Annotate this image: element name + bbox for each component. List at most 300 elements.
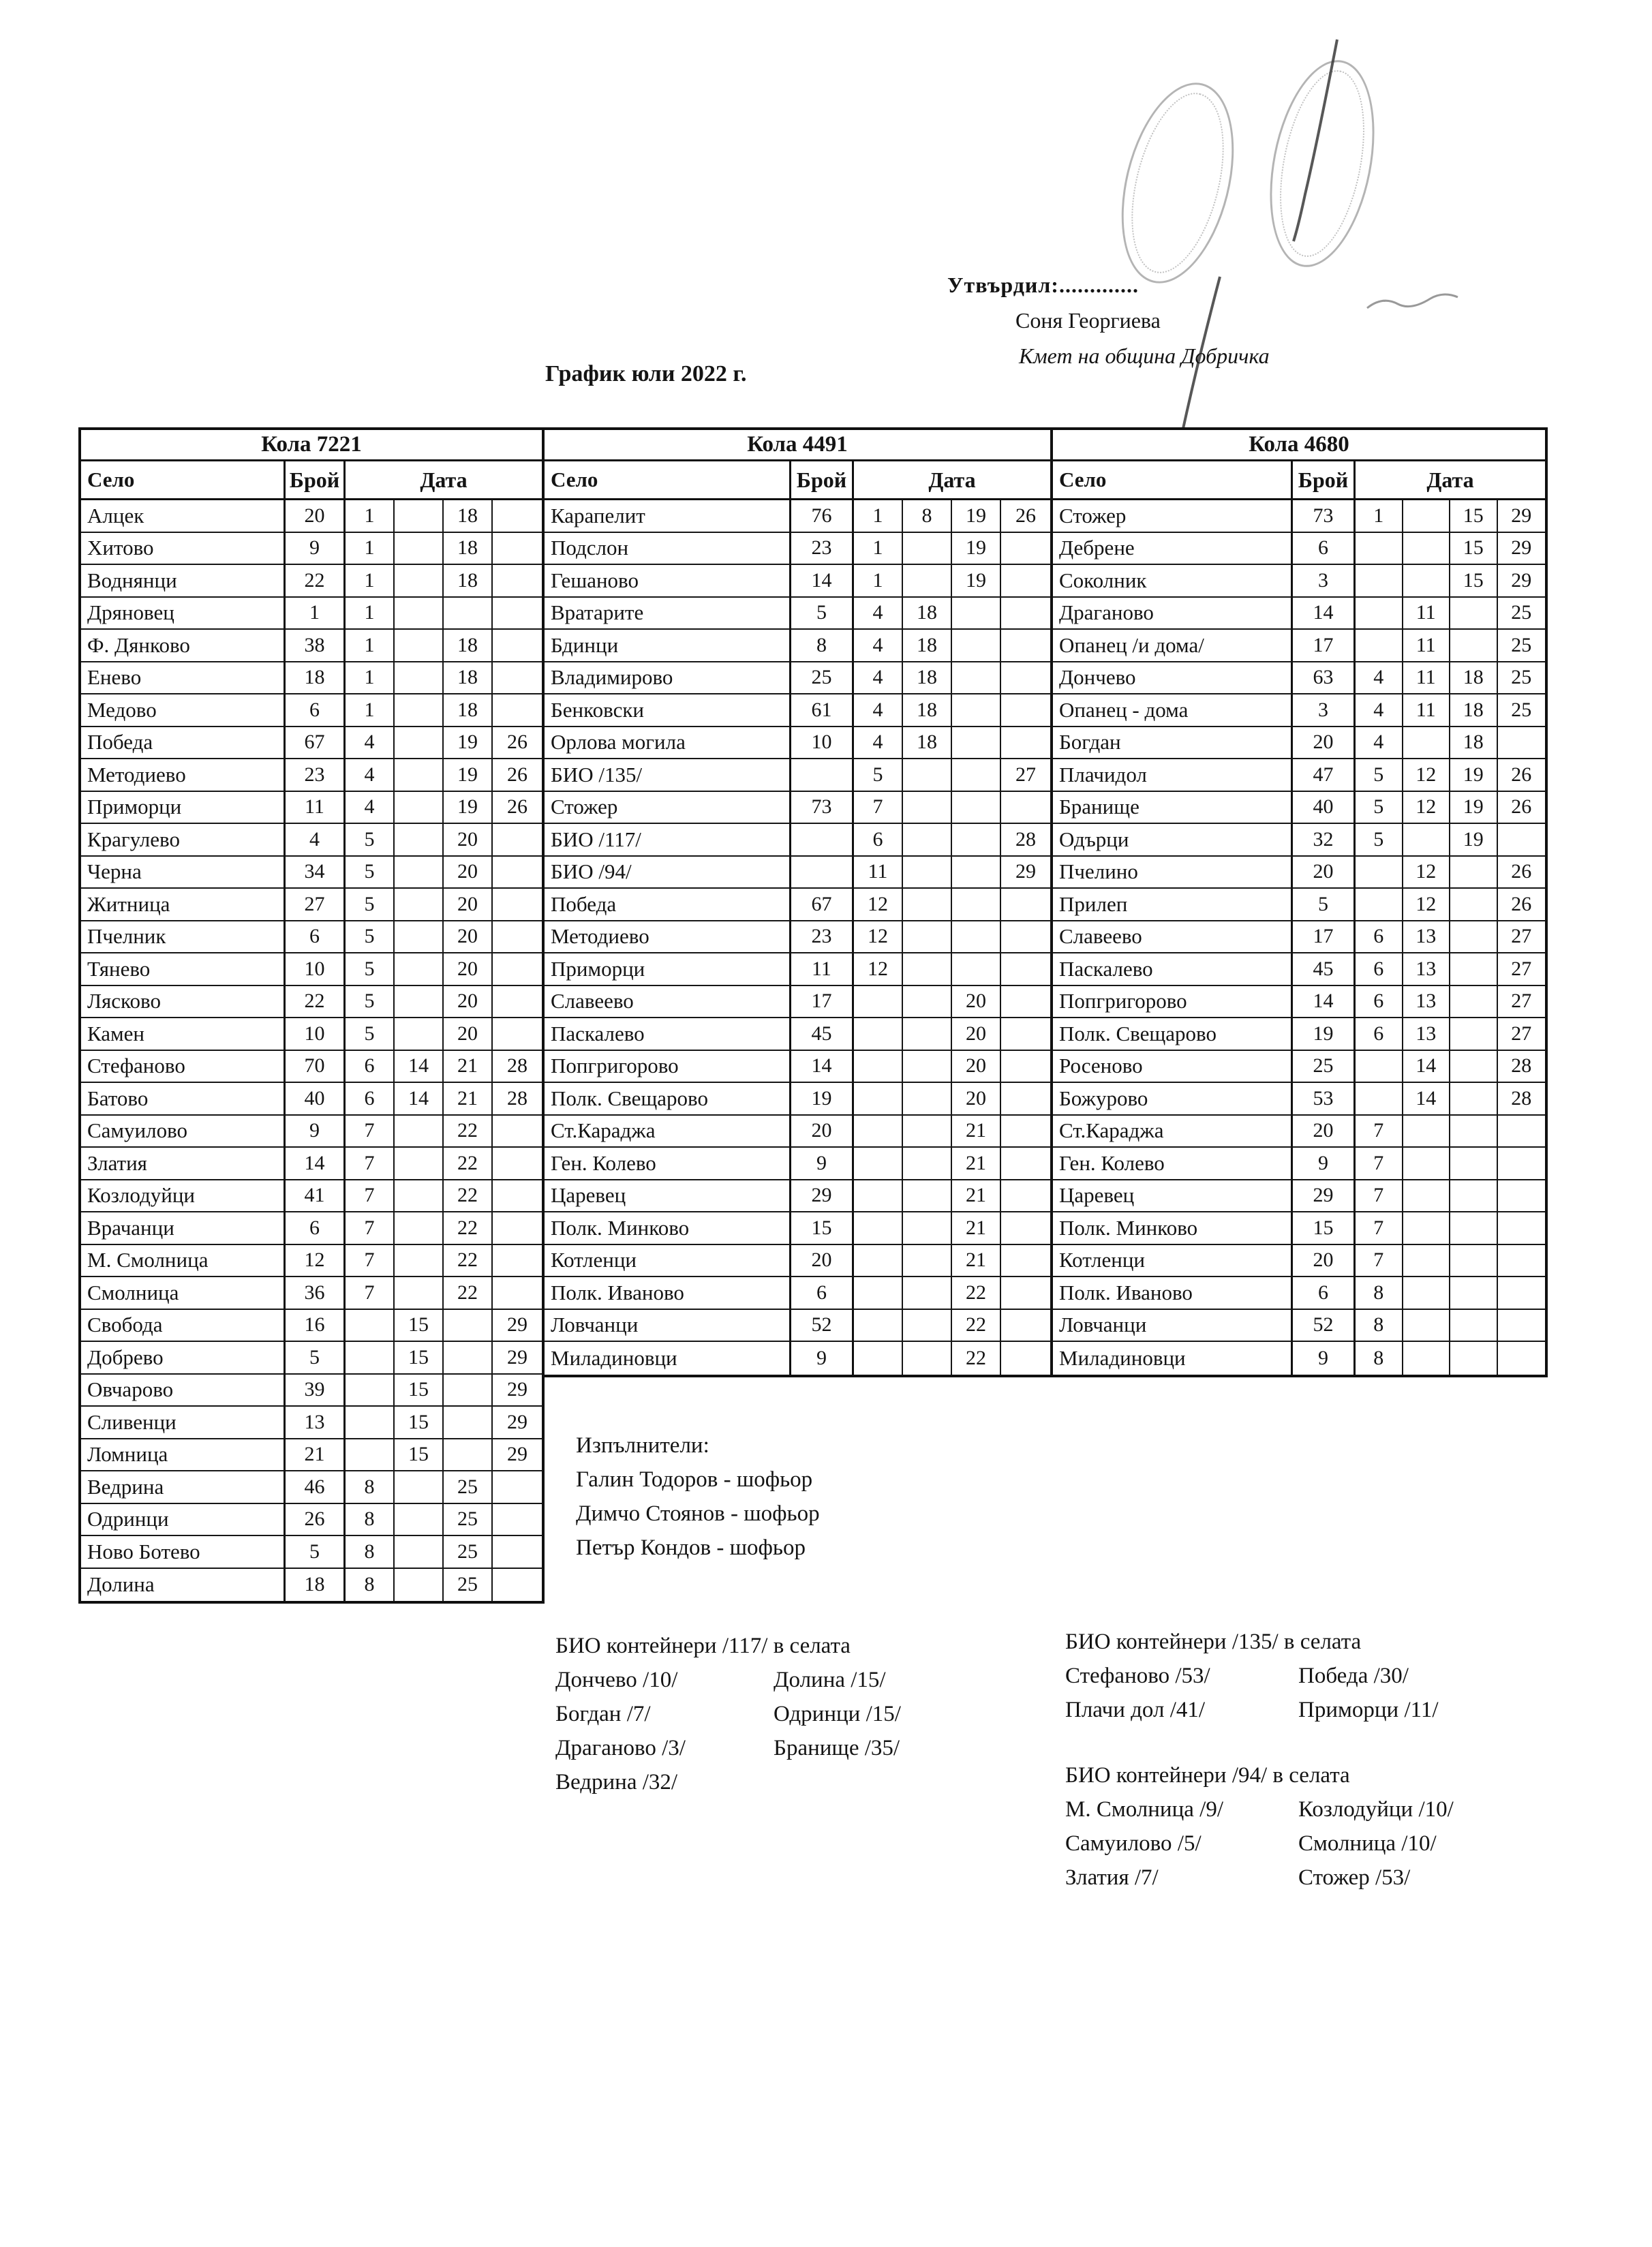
date-cell	[952, 792, 1001, 825]
village-cell: Овчарово	[81, 1375, 286, 1407]
date-cell: 25	[444, 1569, 493, 1602]
table-row	[81, 1180, 542, 1213]
count-cell: 26	[286, 1504, 346, 1537]
table-row	[545, 727, 1050, 760]
date-cell: 15	[395, 1407, 444, 1439]
date-cell: 4	[1356, 694, 1403, 727]
village-cell: Паскалево	[1053, 953, 1293, 986]
count-cell: 25	[1293, 1051, 1356, 1084]
date-cell	[1403, 1342, 1451, 1375]
date-cell	[1450, 1018, 1498, 1051]
table-row	[1053, 565, 1545, 598]
date-cell: 15	[395, 1375, 444, 1407]
table-row	[81, 630, 542, 662]
date-cell: 29	[1498, 565, 1546, 598]
date-cell	[1001, 565, 1050, 598]
date-cell: 8	[346, 1504, 395, 1537]
date-cell	[1403, 1310, 1451, 1343]
village-cell: Карапелит	[545, 500, 791, 533]
date-cell: 19	[952, 565, 1001, 598]
date-cell	[444, 1342, 493, 1375]
count-cell: 10	[791, 727, 854, 760]
village-cell: Дебрене	[1053, 533, 1293, 566]
executors-list	[576, 1463, 820, 1565]
date-cell: 8	[346, 1471, 395, 1504]
village-cell: Божурово	[1053, 1083, 1293, 1116]
count-cell: 20	[286, 500, 346, 533]
date-cell	[1450, 1342, 1498, 1375]
date-cell	[854, 1212, 903, 1245]
bio-item: Богдан /7/	[555, 1702, 651, 1726]
village-cell: Драганово	[1053, 598, 1293, 630]
bio-item: Самуилово /5/	[1065, 1831, 1202, 1856]
date-cell	[952, 694, 1001, 727]
date-cell: 29	[493, 1407, 542, 1439]
village-cell: Бенковски	[545, 694, 791, 727]
date-cell	[346, 1407, 395, 1439]
table-row	[545, 1180, 1050, 1213]
count-cell: 63	[1293, 662, 1356, 695]
count-cell: 9	[1293, 1148, 1356, 1180]
bio-item: М. Смолница /9/	[1065, 1797, 1223, 1822]
count-cell: 39	[286, 1375, 346, 1407]
village-cell: Енево	[81, 662, 286, 695]
date-cell: 29	[1498, 533, 1546, 566]
date-cell	[903, 759, 952, 792]
table-row	[1053, 694, 1545, 727]
date-cell: 22	[444, 1116, 493, 1148]
table-row	[81, 694, 542, 727]
date-cell	[1498, 727, 1546, 760]
date-cell	[1001, 1116, 1050, 1148]
count-cell: 9	[791, 1342, 854, 1375]
date-cell: 6	[346, 1083, 395, 1116]
count-cell: 11	[286, 792, 346, 825]
date-cell	[395, 500, 444, 533]
table-row	[81, 1375, 542, 1407]
village-cell: Ведрина	[81, 1471, 286, 1504]
date-cell: 20	[952, 1083, 1001, 1116]
date-cell: 1	[346, 565, 395, 598]
table-row	[1053, 824, 1545, 857]
date-cell	[1356, 598, 1403, 630]
date-cell	[493, 857, 542, 889]
date-cell: 5	[346, 953, 395, 986]
count-cell: 6	[286, 921, 346, 954]
date-cell: 4	[346, 727, 395, 760]
date-cell	[444, 1310, 493, 1343]
date-cell: 7	[854, 792, 903, 825]
date-cell	[395, 1471, 444, 1504]
village-cell: БИО /94/	[545, 857, 791, 889]
village-cell: Приморци	[81, 792, 286, 825]
date-cell	[854, 1342, 903, 1375]
table-row	[1053, 1342, 1545, 1375]
village-cell: Владимирово	[545, 662, 791, 695]
date-cell	[1498, 1148, 1546, 1180]
date-cell	[1403, 1245, 1451, 1278]
village-cell: Ген. Колево	[1053, 1148, 1293, 1180]
date-cell	[1001, 1310, 1050, 1343]
date-cell	[1001, 1342, 1050, 1375]
count-cell: 25	[791, 662, 854, 695]
executor-item: Галин Тодоров - шофьор	[576, 1467, 813, 1492]
date-cell: 1	[346, 500, 395, 533]
date-cell	[395, 662, 444, 695]
count-cell: 47	[1293, 759, 1356, 792]
date-cell: 4	[854, 662, 903, 695]
date-cell: 29	[493, 1310, 542, 1343]
table-row	[81, 792, 542, 825]
date-cell	[1001, 598, 1050, 630]
date-cell	[952, 824, 1001, 857]
village-cell: М. Смолница	[81, 1245, 286, 1278]
village-cell: Сливенци	[81, 1407, 286, 1439]
table-row	[81, 1018, 542, 1051]
date-cell	[493, 921, 542, 954]
date-cell	[493, 889, 542, 921]
date-cell	[1001, 694, 1050, 727]
date-cell: 6	[1356, 921, 1403, 954]
date-cell	[1498, 1180, 1546, 1213]
date-cell: 25	[444, 1471, 493, 1504]
table-row	[1053, 630, 1545, 662]
village-cell: Опанец /и дома/	[1053, 630, 1293, 662]
date-cell	[952, 953, 1001, 986]
village-cell: Козлодуйци	[81, 1180, 286, 1213]
date-cell	[1450, 1148, 1498, 1180]
date-cell: 1	[346, 533, 395, 566]
date-cell: 12	[1403, 759, 1451, 792]
date-cell	[346, 1310, 395, 1343]
column-header-village: Село	[545, 461, 791, 500]
village-cell: Славеево	[545, 986, 791, 1019]
date-cell	[395, 1018, 444, 1051]
bio-containers-94-block	[1065, 1758, 1454, 1895]
count-cell: 3	[1293, 694, 1356, 727]
village-cell: Царевец	[545, 1180, 791, 1213]
date-cell: 18	[444, 565, 493, 598]
count-cell: 38	[286, 630, 346, 662]
table-row	[81, 1569, 542, 1602]
table-row	[545, 857, 1050, 889]
table-row	[81, 1245, 542, 1278]
executor-item: Димчо Стоянов - шофьор	[576, 1501, 820, 1526]
village-cell: Методиево	[545, 921, 791, 954]
count-cell: 20	[1293, 1245, 1356, 1278]
count-cell: 9	[1293, 1342, 1356, 1375]
date-cell: 7	[1356, 1116, 1403, 1148]
count-cell: 73	[1293, 500, 1356, 533]
date-cell	[1001, 727, 1050, 760]
date-cell: 12	[1403, 792, 1451, 825]
table-row	[81, 1471, 542, 1504]
date-cell	[1498, 1310, 1546, 1343]
date-cell	[1001, 1277, 1050, 1310]
village-cell: Ст.Караджа	[545, 1116, 791, 1148]
date-cell: 21	[444, 1083, 493, 1116]
village-cell: Стожер	[545, 792, 791, 825]
date-cell	[1403, 1148, 1451, 1180]
date-cell	[395, 953, 444, 986]
date-cell: 6	[1356, 953, 1403, 986]
date-cell: 8	[346, 1536, 395, 1569]
count-cell: 17	[1293, 921, 1356, 954]
date-cell: 12	[854, 953, 903, 986]
date-cell: 20	[952, 1018, 1001, 1051]
count-cell: 22	[286, 565, 346, 598]
date-cell	[1356, 1051, 1403, 1084]
village-cell: Соколник	[1053, 565, 1293, 598]
table-row	[545, 1342, 1050, 1375]
count-cell: 40	[286, 1083, 346, 1116]
table-row	[81, 1439, 542, 1472]
table-row	[81, 500, 542, 533]
table-row	[81, 1051, 542, 1084]
village-cell: Дряновец	[81, 598, 286, 630]
date-cell	[493, 1212, 542, 1245]
date-cell	[444, 1407, 493, 1439]
count-cell: 52	[791, 1310, 854, 1343]
village-cell: Орлова могила	[545, 727, 791, 760]
date-cell: 29	[1498, 500, 1546, 533]
table-row	[1053, 1018, 1545, 1051]
table-row	[545, 1310, 1050, 1343]
executors-label: Изпълнители:	[576, 1433, 709, 1458]
approval-block	[947, 267, 1270, 373]
date-cell: 1	[346, 694, 395, 727]
date-cell	[903, 1116, 952, 1148]
date-cell	[395, 565, 444, 598]
approver-name: Соня Георгиева	[1015, 308, 1161, 333]
count-cell: 11	[791, 953, 854, 986]
column-header-date: Дата	[854, 461, 1050, 500]
date-cell	[395, 824, 444, 857]
table-row	[81, 1212, 542, 1245]
table-row	[81, 1083, 542, 1116]
date-cell: 15	[1450, 500, 1498, 533]
date-cell: 11	[854, 857, 903, 889]
date-cell: 19	[444, 727, 493, 760]
date-cell	[903, 986, 952, 1019]
date-cell: 18	[903, 694, 952, 727]
village-cell: Бранище	[1053, 792, 1293, 825]
date-cell: 6	[1356, 1018, 1403, 1051]
count-cell: 14	[1293, 598, 1356, 630]
date-cell: 5	[346, 857, 395, 889]
village-cell: Полк. Иваново	[1053, 1277, 1293, 1310]
village-cell: Миладиновци	[1053, 1342, 1293, 1375]
date-cell: 29	[1001, 857, 1050, 889]
column-header-count: Брой	[286, 461, 346, 500]
village-cell: Росеново	[1053, 1051, 1293, 1084]
village-cell: Крагулево	[81, 824, 286, 857]
car-title: Кола 4680	[1053, 430, 1545, 461]
date-cell	[493, 565, 542, 598]
table-row	[545, 1083, 1050, 1116]
date-cell: 19	[444, 759, 493, 792]
table-row	[81, 1310, 542, 1343]
table-row	[545, 759, 1050, 792]
table-row	[1053, 986, 1545, 1019]
village-cell: Медово	[81, 694, 286, 727]
count-cell: 13	[286, 1407, 346, 1439]
date-cell: 4	[1356, 727, 1403, 760]
table-row	[81, 662, 542, 695]
count-cell: 20	[1293, 1116, 1356, 1148]
date-cell	[903, 1212, 952, 1245]
village-cell: Камен	[81, 1018, 286, 1051]
table-row	[545, 598, 1050, 630]
date-cell: 12	[854, 889, 903, 921]
date-cell	[1498, 824, 1546, 857]
bio-item: Долина /15/	[774, 1668, 886, 1692]
date-cell: 18	[444, 533, 493, 566]
date-cell: 14	[395, 1083, 444, 1116]
date-cell: 15	[1450, 533, 1498, 566]
table-row	[1053, 889, 1545, 921]
table-row	[545, 921, 1050, 954]
table-row	[81, 953, 542, 986]
count-cell: 9	[286, 533, 346, 566]
table-row	[545, 792, 1050, 825]
table-row	[1053, 1310, 1545, 1343]
village-cell: Полк. Иваново	[545, 1277, 791, 1310]
count-cell: 5	[1293, 889, 1356, 921]
date-cell	[903, 1310, 952, 1343]
count-cell: 14	[791, 1051, 854, 1084]
date-cell	[493, 1116, 542, 1148]
date-cell: 13	[1403, 953, 1451, 986]
date-cell	[903, 921, 952, 954]
executors-block	[576, 1428, 820, 1565]
date-cell	[1001, 1148, 1050, 1180]
village-cell: Ловчанци	[1053, 1310, 1293, 1343]
village-cell: Пчелино	[1053, 857, 1293, 889]
table-row	[1053, 1083, 1545, 1116]
table-row	[1053, 1148, 1545, 1180]
date-cell: 21	[952, 1212, 1001, 1245]
car-title: Кола 4491	[545, 430, 1050, 461]
village-cell: Ген. Колево	[545, 1148, 791, 1180]
date-cell: 20	[444, 857, 493, 889]
count-cell: 19	[1293, 1018, 1356, 1051]
date-cell: 25	[1498, 694, 1546, 727]
date-cell	[346, 1375, 395, 1407]
count-cell: 36	[286, 1277, 346, 1310]
village-cell: Прилеп	[1053, 889, 1293, 921]
village-cell: Алцек	[81, 500, 286, 533]
date-cell	[395, 759, 444, 792]
date-cell	[1498, 1212, 1546, 1245]
table-row	[1053, 921, 1545, 954]
table-row	[1053, 759, 1545, 792]
count-cell: 16	[286, 1310, 346, 1343]
count-cell: 70	[286, 1051, 346, 1084]
table-row	[81, 533, 542, 566]
count-cell: 27	[286, 889, 346, 921]
date-cell: 11	[1403, 662, 1451, 695]
date-cell: 13	[1403, 986, 1451, 1019]
count-cell: 4	[286, 824, 346, 857]
date-cell	[903, 953, 952, 986]
date-cell	[854, 1277, 903, 1310]
village-cell: Царевец	[1053, 1180, 1293, 1213]
date-cell: 27	[1498, 986, 1546, 1019]
count-cell: 17	[791, 986, 854, 1019]
count-cell: 18	[286, 1569, 346, 1602]
table-row	[81, 921, 542, 954]
count-cell: 6	[1293, 533, 1356, 566]
date-cell: 7	[1356, 1212, 1403, 1245]
date-cell	[1450, 953, 1498, 986]
count-cell	[791, 824, 854, 857]
date-cell	[1403, 727, 1451, 760]
date-cell	[1356, 857, 1403, 889]
village-cell: Полк. Свещарово	[1053, 1018, 1293, 1051]
date-cell	[395, 1504, 444, 1537]
count-cell: 3	[1293, 565, 1356, 598]
date-cell: 14	[395, 1051, 444, 1084]
bio-item: Златия /7/	[1065, 1865, 1159, 1890]
count-cell: 20	[1293, 727, 1356, 760]
date-cell: 5	[1356, 759, 1403, 792]
date-cell	[395, 1277, 444, 1310]
date-cell	[493, 1536, 542, 1569]
date-cell: 28	[493, 1051, 542, 1084]
date-cell: 18	[444, 662, 493, 695]
village-cell: Котленци	[1053, 1245, 1293, 1278]
village-cell: Вратарите	[545, 598, 791, 630]
date-cell	[903, 1148, 952, 1180]
date-cell	[1001, 1245, 1050, 1278]
date-cell	[1450, 1051, 1498, 1084]
date-cell	[1356, 1083, 1403, 1116]
village-cell: Гешаново	[545, 565, 791, 598]
table-row	[81, 565, 542, 598]
date-cell	[1001, 662, 1050, 695]
date-cell: 28	[493, 1083, 542, 1116]
date-cell: 26	[493, 792, 542, 825]
schedule-table-kola-4680	[1050, 427, 1548, 1377]
column-header-village: Село	[1053, 461, 1293, 500]
count-cell	[791, 857, 854, 889]
date-cell: 27	[1498, 1018, 1546, 1051]
date-cell	[1498, 1277, 1546, 1310]
date-cell: 1	[346, 598, 395, 630]
count-cell: 45	[1293, 953, 1356, 986]
table-row	[545, 630, 1050, 662]
date-cell: 14	[1403, 1083, 1451, 1116]
count-cell: 10	[286, 953, 346, 986]
village-cell: Попгригорово	[1053, 986, 1293, 1019]
date-cell	[395, 694, 444, 727]
date-cell: 22	[952, 1342, 1001, 1375]
date-cell: 4	[346, 759, 395, 792]
table-row	[545, 1245, 1050, 1278]
executor-item: Петър Кондов - шофьор	[576, 1535, 806, 1560]
date-cell	[493, 1277, 542, 1310]
bio-item: Победа /30/	[1298, 1664, 1409, 1688]
table-row	[81, 1342, 542, 1375]
date-cell: 20	[444, 986, 493, 1019]
table-row	[545, 824, 1050, 857]
column-header-village: Село	[81, 461, 286, 500]
date-cell: 26	[1498, 857, 1546, 889]
date-cell: 20	[444, 921, 493, 954]
table-row	[1053, 727, 1545, 760]
date-cell: 5	[346, 824, 395, 857]
